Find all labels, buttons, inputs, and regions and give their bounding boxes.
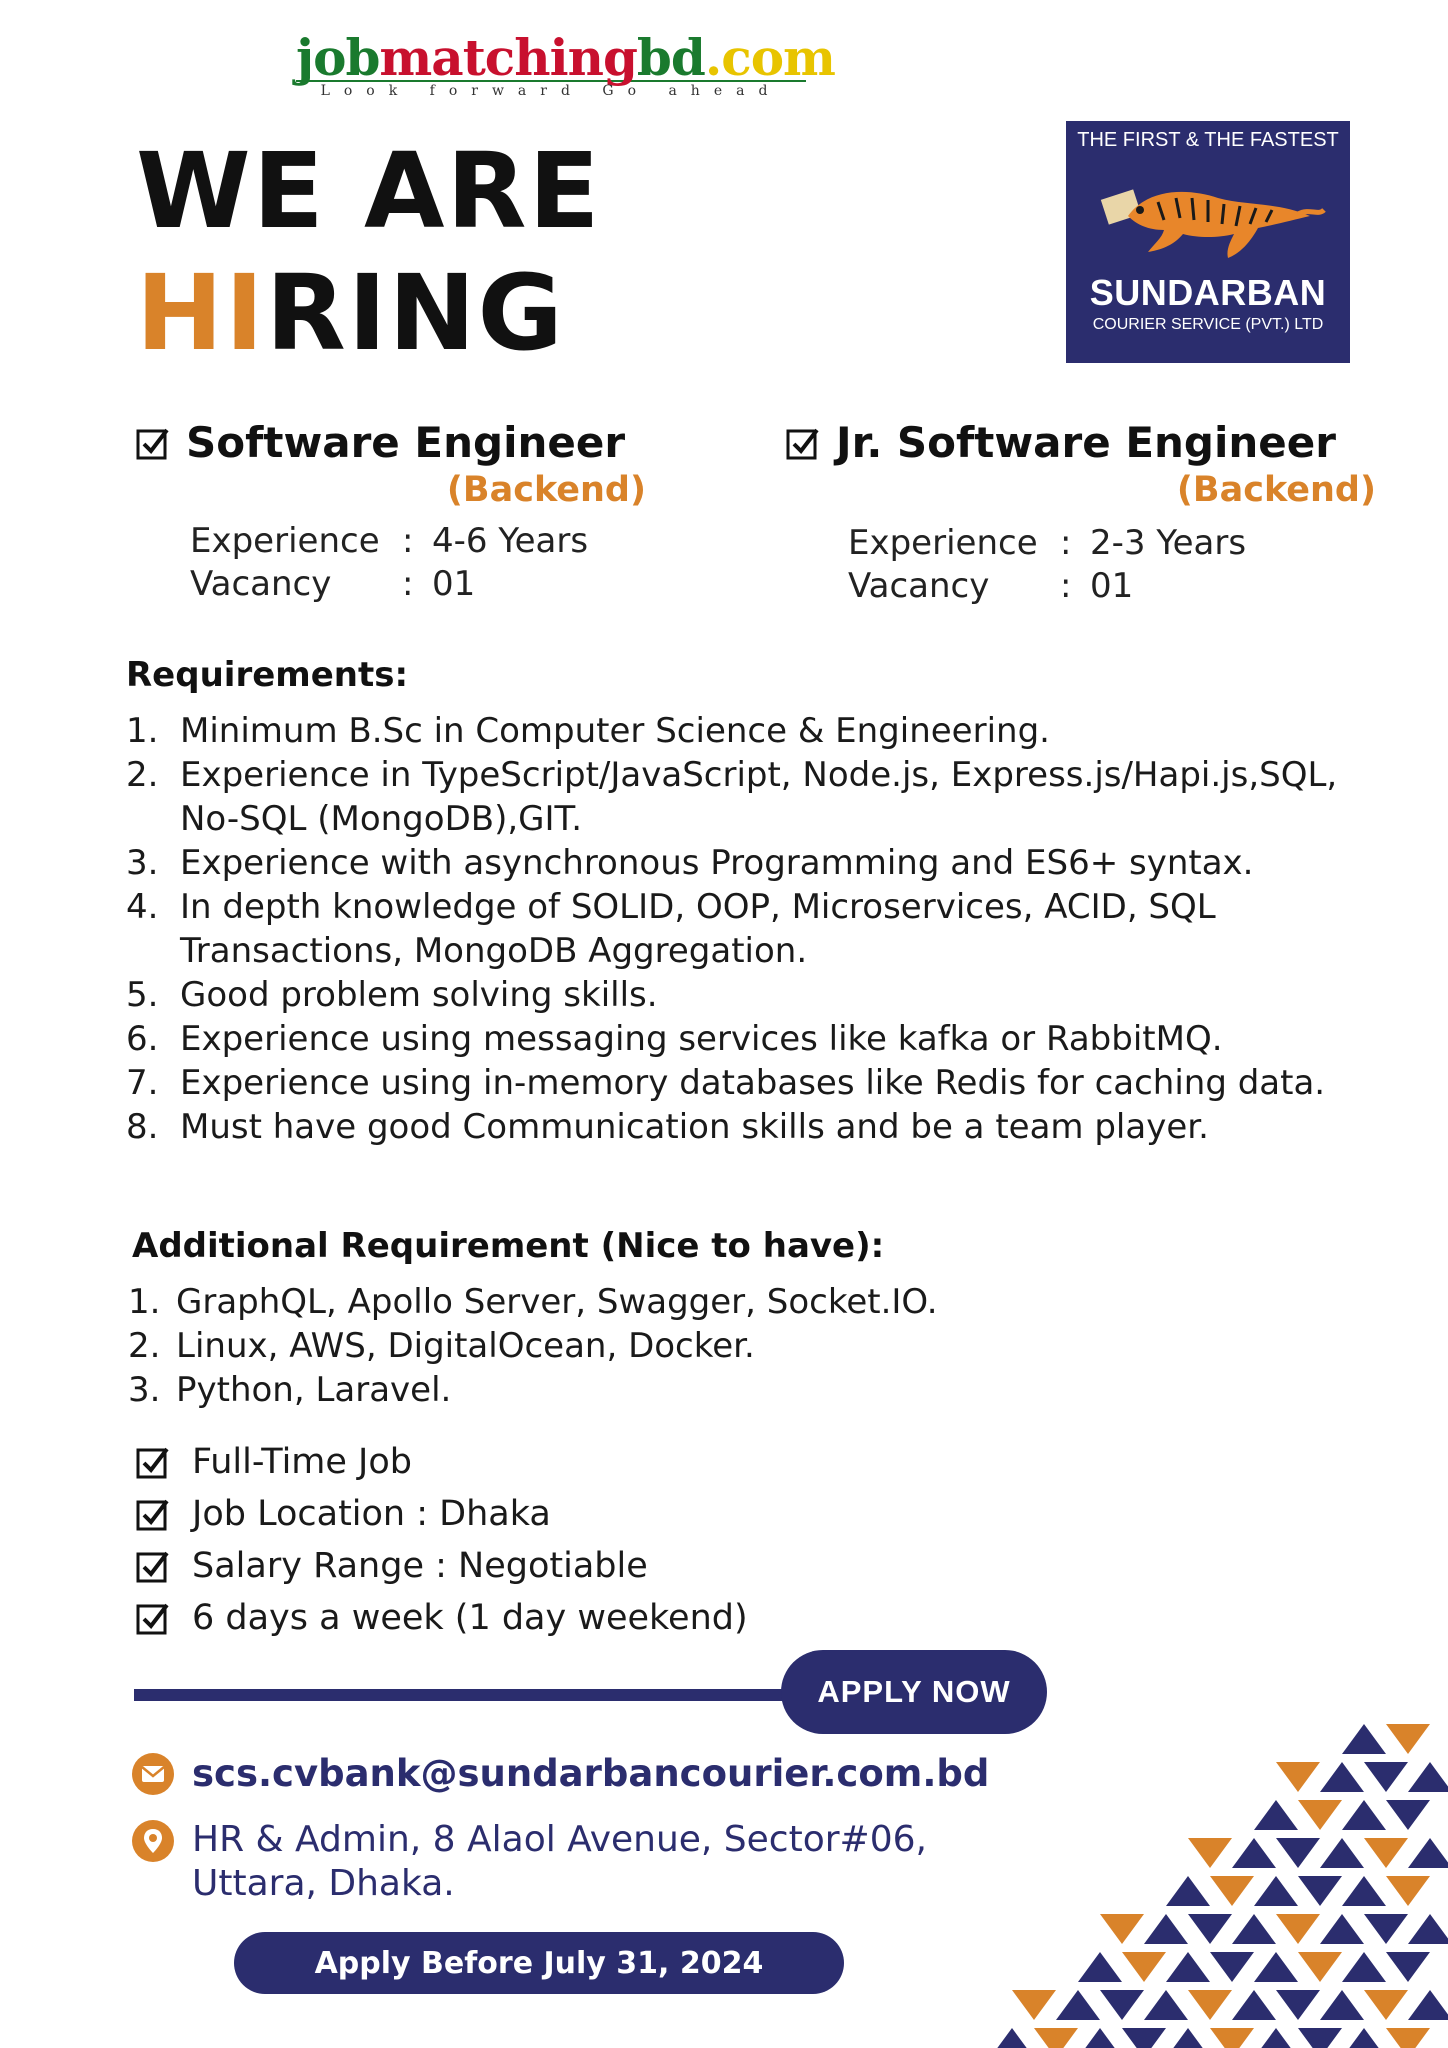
additional-title: Additional Requirement (Nice to have): — [132, 1226, 885, 1266]
pattern-triangle — [1166, 1952, 1210, 1982]
pattern-triangle — [1144, 1990, 1188, 2020]
address: HR & Admin, 8 Alaol Avenue, Sector#06, Uttara, Dhaka. — [192, 1819, 927, 1904]
email-link[interactable]: scs.cvbank@sundarbancourier.com.bd — [192, 1752, 990, 1795]
pattern-triangle — [1342, 1952, 1386, 1982]
job-title: Software Engineer — [186, 418, 626, 467]
list-item: Full-Time Job — [136, 1436, 936, 1488]
pattern-triangle — [1298, 1952, 1342, 1982]
list-item: 6. Experience using messaging services like kafka or RabbitMQ. — [126, 1019, 1223, 1059]
pattern-triangle — [1078, 1952, 1122, 1982]
envelope-icon — [132, 1753, 174, 1795]
pattern-triangle — [1320, 1762, 1364, 1792]
list-item: 3. Experience with asynchronous Programming and ES6+ syntax. — [126, 843, 1254, 883]
pattern-triangle — [990, 2028, 1034, 2048]
pattern-triangle — [1276, 1914, 1320, 1944]
pattern-triangle — [1188, 1914, 1232, 1944]
pattern-triangle — [1100, 1914, 1144, 1944]
company-subtitle: COURIER SERVICE (PVT.) LTD — [1092, 316, 1324, 333]
checkbox-icon — [136, 1445, 170, 1479]
job-title: Jr. Software Engineer — [836, 418, 1336, 467]
pattern-triangle — [1210, 1876, 1254, 1906]
pattern-triangle — [1298, 1876, 1342, 1906]
pattern-triangle — [1056, 1990, 1100, 2020]
job-card — [136, 418, 656, 606]
deadline-badge: Apply Before July 31, 2024 — [234, 1932, 844, 1994]
pattern-triangle — [1342, 1800, 1386, 1830]
experience-row: Experience : 4-6 Years — [190, 521, 589, 561]
list-item: Salary Range : Negotiable — [136, 1540, 936, 1592]
pattern-triangle — [1232, 1838, 1276, 1868]
pattern-triangle — [1232, 1914, 1276, 1944]
list-item: Job Location : Dhaka — [136, 1488, 936, 1540]
pattern-triangle — [1276, 1838, 1320, 1868]
email-row — [132, 1752, 989, 1795]
pattern-triangle — [1342, 2028, 1386, 2048]
perks-list — [136, 1436, 936, 1644]
apply-now-button[interactable]: APPLY NOW — [781, 1650, 1047, 1734]
job-subtitle: (Backend) — [446, 470, 646, 510]
pattern-triangle — [1408, 1990, 1448, 2020]
pattern-triangle — [1386, 1876, 1430, 1906]
headline-line1: WE ARE — [136, 130, 602, 252]
address-row — [132, 1818, 927, 1906]
vacancy-row: Vacancy : 01 — [190, 564, 476, 604]
pattern-triangle — [1320, 1914, 1364, 1944]
tiger-icon — [1088, 158, 1328, 268]
company-tagline: THE FIRST & THE FASTEST — [1077, 129, 1339, 151]
list-item: 1. Minimum B.Sc in Computer Science & Engineering. — [126, 711, 1050, 751]
pattern-triangle — [1188, 1838, 1232, 1868]
pattern-triangle — [1408, 1838, 1448, 1868]
pattern-triangle — [1408, 1914, 1448, 1944]
pattern-triangle — [1034, 2028, 1078, 2048]
pattern-triangle — [1254, 2028, 1298, 2048]
checkbox-icon — [136, 1497, 170, 1531]
pattern-triangle — [1078, 2028, 1122, 2048]
pattern-triangle — [1254, 1876, 1298, 1906]
site-tagline: Look forward Go ahead — [296, 80, 806, 99]
site-logo-text: jobmatchingbd.com — [296, 28, 835, 87]
headline — [136, 130, 602, 374]
pattern-triangle — [1342, 1724, 1386, 1754]
company-logo — [1066, 121, 1350, 363]
list-item: 7. Experience using in-memory databases like Redis for caching data. — [126, 1063, 1326, 1103]
list-item: 2. Linux, AWS, DigitalOcean, Docker. — [128, 1326, 755, 1366]
list-item: 5. Good problem solving skills. — [126, 975, 658, 1015]
additional-section — [128, 1226, 1332, 1412]
pattern-triangle — [1166, 1876, 1210, 1906]
list-item: 4. In depth knowledge of SOLID, OOP, Microservices, ACID, SQL Transactions, MongoDB Aggregation. — [126, 887, 1216, 971]
company-brand: SUNDARBAN — [1089, 272, 1327, 313]
list-item: 3. Python, Laravel. — [128, 1370, 452, 1410]
pattern-triangle — [1144, 1914, 1188, 1944]
pattern-triangle — [1012, 1990, 1056, 2020]
pattern-triangle — [1386, 1724, 1430, 1754]
pattern-triangle — [1298, 1800, 1342, 1830]
pattern-triangle — [1364, 1762, 1408, 1792]
pattern-triangle — [1386, 1800, 1430, 1830]
pattern-triangle — [1254, 1800, 1298, 1830]
checkbox-icon — [786, 426, 820, 460]
job-title-row — [786, 418, 1386, 468]
vacancy-row: Vacancy : 01 — [848, 566, 1134, 606]
job-subtitle: (Backend) — [1176, 470, 1376, 510]
requirements-section — [126, 655, 1356, 1149]
experience-row: Experience : 2-3 Years — [848, 523, 1247, 563]
pattern-triangle — [1298, 2028, 1342, 2048]
pattern-triangle — [1232, 1990, 1276, 2020]
pattern-triangle — [1122, 2028, 1166, 2048]
location-pin-icon — [132, 1820, 174, 1862]
requirements-title: Requirements: — [126, 655, 409, 695]
pattern-triangle — [1276, 1990, 1320, 2020]
divider — [134, 1689, 804, 1701]
pattern-triangle — [1254, 1952, 1298, 1982]
headline-rest: RING — [265, 252, 565, 374]
pattern-triangle — [1408, 1762, 1448, 1792]
pattern-triangle — [1188, 1990, 1232, 2020]
pattern-triangle — [1122, 1952, 1166, 1982]
checkbox-icon — [136, 1601, 170, 1635]
pattern-triangle — [1386, 1952, 1430, 1982]
pattern-triangle — [1364, 1914, 1408, 1944]
headline-highlight: HI — [136, 252, 266, 374]
triangle-pattern — [990, 1720, 1448, 2048]
pattern-triangle — [1166, 2028, 1210, 2048]
pattern-triangle — [1342, 1876, 1386, 1906]
pattern-triangle — [1320, 1990, 1364, 2020]
job-card — [786, 418, 1386, 608]
additional-list — [128, 1280, 1332, 1412]
pattern-triangle — [1364, 1990, 1408, 2020]
job-title-row — [136, 418, 656, 468]
checkbox-icon — [136, 426, 170, 460]
pattern-triangle — [1210, 2028, 1254, 2048]
checkbox-icon — [136, 1549, 170, 1583]
list-item: 8. Must have good Communication skills and be a team player. — [126, 1107, 1209, 1147]
list-item: 6 days a week (1 day weekend) — [136, 1592, 936, 1644]
requirements-list — [126, 709, 1356, 1149]
pattern-triangle — [1100, 1990, 1144, 2020]
pattern-triangle — [1320, 1838, 1364, 1868]
site-logo — [296, 28, 835, 99]
headline-line2 — [136, 252, 602, 374]
list-item: 2. Experience in TypeScript/JavaScript, Node.js, Express.js/Hapi.js,SQL, No-SQL (MongoDB),GIT. — [126, 755, 1338, 839]
pattern-triangle — [1276, 1762, 1320, 1792]
pattern-triangle — [1210, 1952, 1254, 1982]
pattern-triangle — [1386, 2028, 1430, 2048]
pattern-triangle — [1364, 1838, 1408, 1868]
list-item: 1. GraphQL, Apollo Server, Swagger, Socket.IO. — [128, 1282, 938, 1322]
